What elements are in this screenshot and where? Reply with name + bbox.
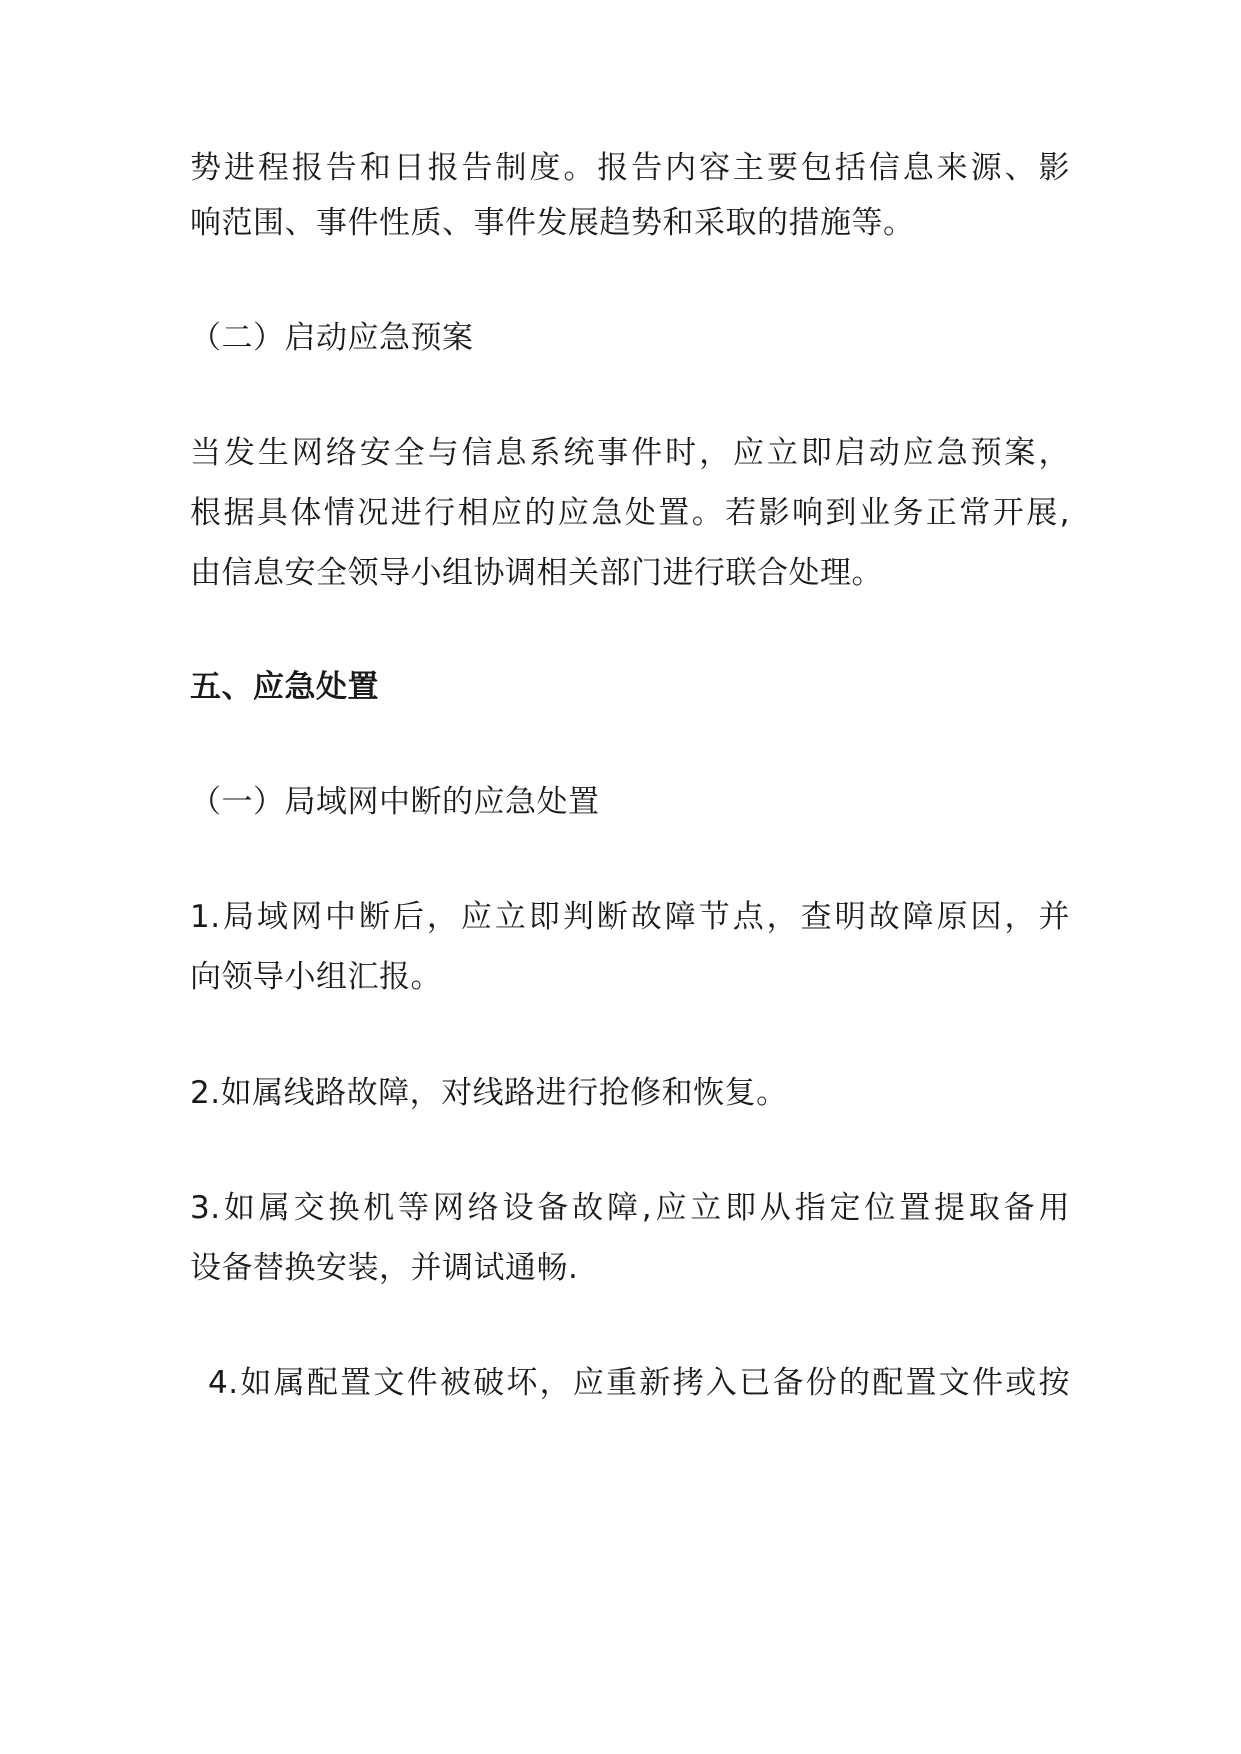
list-item-1-line-1: 1.局域网中断后，应立即判断故障节点，查明故障原因，并: [190, 899, 1070, 935]
list-item-1-line-2: 向领导小组汇报。: [190, 959, 442, 995]
list-item-3-line-1: 3.如属交换机等网络设备故障,应立即从指定位置提取备用: [190, 1190, 1070, 1226]
section-heading-emergency-disposal: 五、应急处置: [190, 669, 379, 705]
subheading-lan-interruption: （一）局域网中断的应急处置: [190, 784, 600, 820]
paragraph-report-line-2: 响范围、事件性质、事件发展趋势和采取的措施等。: [190, 205, 915, 241]
paragraph-report-line-1: 势进程报告和日报告制度。报告内容主要包括信息来源、影: [190, 150, 1070, 186]
list-item-4-line-1: 4.如属配置文件被破坏，应重新拷入已备份的配置文件或按: [208, 1365, 1070, 1401]
paragraph-emergency-plan-line-2: 根据具体情况进行相应的应急处置。若影响到业务正常开展,: [190, 495, 1070, 531]
list-item-3-line-2: 设备替换安装，并调试通畅.: [190, 1250, 579, 1286]
list-item-2-line-1: 2.如属线路故障，对线路进行抢修和恢复。: [190, 1075, 788, 1111]
subheading-start-emergency-plan: （二）启动应急预案: [190, 320, 474, 356]
paragraph-emergency-plan-line-1: 当发生网络安全与信息系统事件时，应立即启动应急预案，: [190, 435, 1070, 471]
paragraph-emergency-plan-line-3: 由信息安全领导小组协调相关部门进行联合处理。: [190, 555, 883, 591]
